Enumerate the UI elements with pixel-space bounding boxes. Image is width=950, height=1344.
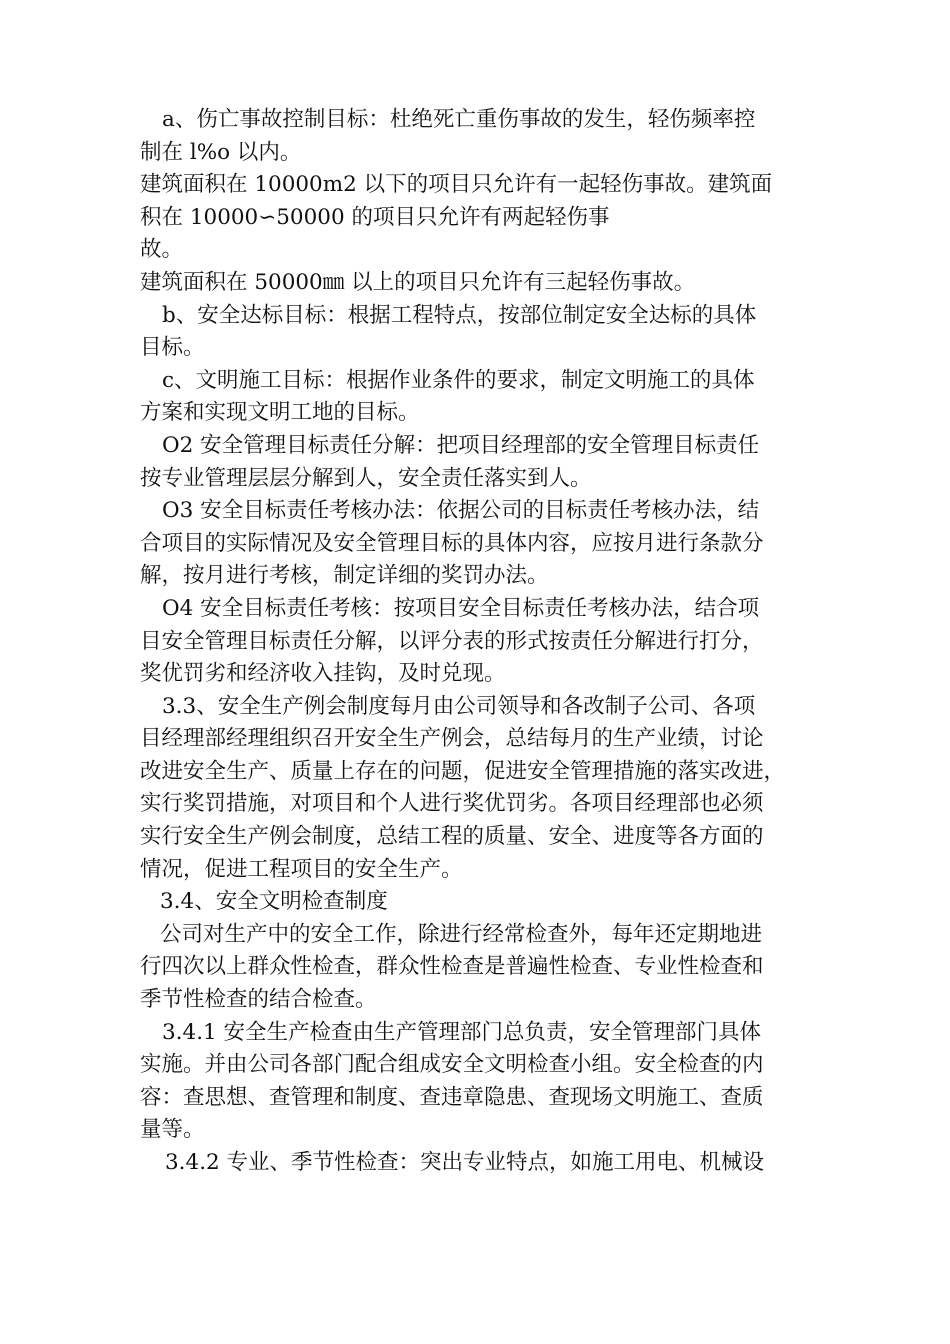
paragraph-line: 量等。 — [140, 1117, 205, 1143]
paragraph-line: 公司对生产中的安全工作，除进行经常检查外，每年还定期地进 — [160, 921, 763, 947]
paragraph-line: 故。 — [140, 237, 184, 263]
paragraph-line: 解，按月进行考核，制定详细的奖罚办法。 — [140, 563, 549, 589]
paragraph-line: 目标。 — [140, 335, 205, 361]
paragraph-line: 建筑面积在 50000㎜ 以上的项目只允许有三起轻伤事故。 — [140, 269, 696, 295]
paragraph-line: 情况，促进工程项目的安全生产。 — [140, 856, 463, 882]
paragraph-line: 按专业管理层层分解到人，安全责任落实到人。 — [140, 465, 592, 491]
paragraph-line: O3 安全目标责任考核办法：依据公司的目标责任考核办法，结 — [162, 498, 760, 524]
paragraph-line: 季节性检查的结合检查。 — [140, 987, 377, 1013]
paragraph-line: 行四次以上群众性检查，群众性检查是普遍性检查、专业性检查和 — [140, 954, 764, 980]
paragraph-line: b、安全达标目标：根据工程特点，按部位制定安全达标的具体 — [162, 302, 757, 328]
paragraph-line: 建筑面积在 10000m2 以下的项目只允许有一起轻伤事故。建筑面 — [140, 172, 773, 198]
paragraph-line: 目安全管理目标责任分解，以评分表的形式按责任分解进行打分， — [140, 628, 764, 654]
paragraph-line: 改进安全生产、质量上存在的问题，促进安全管理措施的落实改进， — [140, 758, 786, 784]
paragraph-line: O2 安全管理目标责任分解：把项目经理部的安全管理目标责任 — [162, 432, 760, 458]
paragraph-line: 容：查思想、查管理和制度、查违章隐患、查现场文明施工、查质 — [140, 1084, 764, 1110]
paragraph-line: 奖优罚劣和经济收入挂钩，及时兑现。 — [140, 661, 506, 687]
paragraph-line: 实行安全生产例会制度，总结工程的质量、安全、进度等各方面的 — [140, 824, 764, 850]
paragraph-line: 目经理部经理组织召开安全生产例会，总结每月的生产业绩，讨论 — [140, 726, 764, 752]
paragraph-line: c、文明施工目标：根据作业条件的要求，制定文明施工的具体 — [162, 367, 755, 393]
paragraph-line: a、伤亡事故控制目标：杜绝死亡重伤事故的发生，轻伤频率控 — [162, 107, 756, 132]
paragraph-line: 制在 l%o 以内。 — [140, 139, 302, 165]
document-body — [140, 104, 820, 1180]
paragraph-line: 方案和实现文明工地的目标。 — [140, 400, 420, 426]
paragraph-line: 实行奖罚措施，对项目和个人进行奖优罚劣。各项目经理部也必须 — [140, 791, 764, 817]
paragraph-line: 3.4.1 安全生产检查由生产管理部门总负责，安全管理部门具体 — [162, 1019, 762, 1045]
section-heading: 3.4、安全文明检查制度 — [160, 889, 388, 915]
paragraph-line: 合项目的实际情况及安全管理目标的具体内容，应按月进行条款分 — [140, 530, 764, 556]
paragraph-line: O4 安全目标责任考核：按项目安全目标责任考核办法，结合项 — [162, 595, 760, 621]
paragraph-line: 3.4.2 专业、季节性检查：突出专业特点，如施工用电、机械设 — [165, 1150, 765, 1175]
paragraph-line: 实施。并由公司各部门配合组成安全文明检查小组。安全检查的内 — [140, 1052, 764, 1078]
paragraph-line: 积在 10000∽50000 的项目只允许有两起轻伤事 — [140, 204, 610, 230]
paragraph-line: 3.3、安全生产例会制度每月由公司领导和各改制子公司、各项 — [162, 693, 756, 719]
